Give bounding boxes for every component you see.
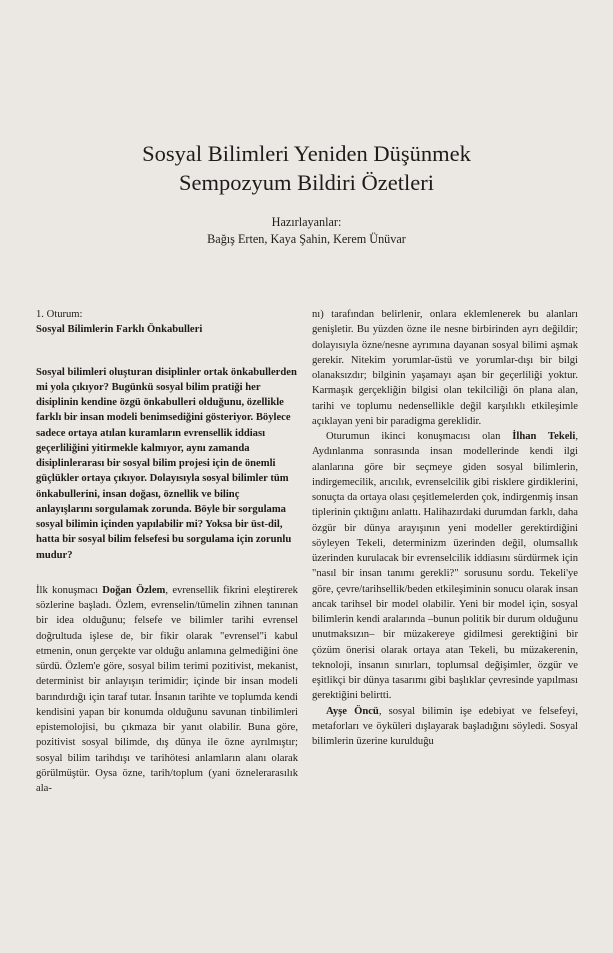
session-label: 1. Oturum: bbox=[36, 309, 83, 320]
prepared-names: Bağış Erten, Kaya Şahin, Kerem Ünüvar bbox=[207, 232, 406, 246]
prepared-by-block bbox=[0, 214, 613, 248]
session-heading bbox=[36, 307, 298, 338]
right-column bbox=[312, 307, 578, 749]
speaker-name-ozlem: Doğan Özlem bbox=[102, 584, 166, 596]
session-title: Sosyal Bilimlerin Farklı Önkabulleri bbox=[36, 324, 203, 336]
speaker-name-oncu: Ayşe Öncü bbox=[326, 705, 379, 717]
title-line-2: Sempozyum Bildiri Özetleri bbox=[179, 170, 434, 195]
prepared-label: Hazırlayanlar: bbox=[271, 215, 342, 229]
speaker-name-tekeli: İlhan Tekeli bbox=[512, 431, 576, 442]
left-body-text bbox=[36, 583, 298, 797]
paragraph-tekeli: Oturumun ikinci konuşmacısı olan İlhan Tekeli, Aydınlanma sonrasında insan modellerinde kendi ilgi alanlarına göre bir seçmeye giden sosyal bilimlerin, indirgemecilik, arıcılık, evrenselcilik gibi risklere girdiklerini, sonuçta da ortaya olası çeşitlemelerden çok, indirgenmiş insan tiplerinin çıktığını anlattı. Halihazırdaki durumdan farklı, daha özgür bir dünya arayışının yeni modeller gerektirdiğini söyleyen Tekeli, determinizm üzerinden değil, olumsallık üzerinden kurulacak bir evrenselcilik iddiasını sürdürmek için "nasıl bir insan tanımı gerekli?" sorusunu sordu. Tekeli'ye göre, çevre/tarihsellik/beden etkileşiminin sonucu olarak insan ancak tarihsel bir model olabilir. Yeni bir model için, sosyal bilimlerin kendi aralarında –bunun politik bir durum olduğunu unutmaksızın– bir müzakereye gidilmesi gerektiğini bir çözüm önerisi olarak ortaya atan Tekeli, bu müzakerenin, teknoloji, insanın sınırları, toplumsal değişimler, özgür ve eşitlikçi bir dünya tasarımı gibi başlıklar çevresinde yapılması gerektiğini belirtti. bbox=[312, 431, 578, 702]
document-title bbox=[0, 139, 613, 197]
paragraph-continued: nı) tarafından belirlenir, onlara eklemlenerek bu alanları genişletir. Bu yüzden özne ile nesne birbirinden ayrı değildir; dolayısıyla özne/nesne ayrımına dayanan sosyal bilimi aşmak gerekir. Nitekim yorumlar-üstü ve yorumlar-dışı bir bilgi olanaksızdır; bilginin yaşamayı aşan bir geçerliliği yoktur. Karmaşık gerçekliğin bilgisi olan tekilciliği ön plana alan, tarihi ve toplumu nedensellikle değil karşılıklı etkileşimle açıklayan yeni bir paradigma gereklidir. bbox=[312, 309, 578, 427]
title-line-1: Sosyal Bilimleri Yeniden Düşünmek bbox=[142, 141, 471, 166]
left-column bbox=[36, 307, 298, 796]
session-abstract bbox=[36, 365, 298, 563]
paragraph-ozlem: İlk konuşmacı Doğan Özlem, evrensellik fikrini eleştirerek sözlerine başladı. Özlem, evrenselin/tümelin zihnen tanınan bir idea olduğunu; felsefe ve bilimler tarihi evrensel doğrultuda işlese de, bir fikir olarak "evrensel"i kabul etmenin, onun gerçekte var olduğu anlamına gelmediğini öne sürdü. Özlem'e göre, sosyal bilim terimi pozitivist, mekanist, determinist bir anlayışın terimidir; içinde bir insan modeli barındırdığı için taraf tutar. İnsanın tarihte ve toplumda kendi kendisini yapan bir konumda olduğunu savunan tinbilimleri epistemolojisi, bu çıkmaza bir yanıt olabilir. Buna göre, pozitivist sosyal bilimde, dış dünya ile özne ayrılmıştır; sosyal bilim tarihdışı ve tarihötesi anlamların alanı olarak görülmüştür. Oysa özne, tarih/toplum (yani öznelerarasılık ala- bbox=[36, 584, 298, 794]
paragraph-oncu: Ayşe Öncü, sosyal bilimin işe edebiyat ve felsefeyi, metaforları ve öyküleri dışlayarak başladığını söyledi. Sosyal bilimlerin üzerine kurulduğu bbox=[312, 705, 578, 747]
abstract-text: Sosyal bilimleri oluşturan disiplinler ortak önkabullerden mi yola çıkıyor? Bugünkü sosyal bilim pratiği her disiplinin kendine özgü önkabulleri olduğunu, özellikle farklı bir insan modeli benimsediğini gösteriyor. Böylece sadece ortaya atılan kuramların evrensellik iddiası geçerliliğini yitirmekle kalmıyor, aynı zamanda disiplinlerarası bir sosyal bilim projesi için de önemli güçlükler ortaya çıkıyor. Dolayısıyla sosyal bilimler tüm önkabullerini, insan doğası, öznellik ve bilinç anlayışlarını sorgulamak zorunda. Böyle bir sorgulama sosyal bilimin içinden yapılabilir mi? Yoksa bir üst-dil, hatta bir sosyal bilim felsefesi bu sorgulama için zorunlu mudur? bbox=[36, 366, 297, 561]
